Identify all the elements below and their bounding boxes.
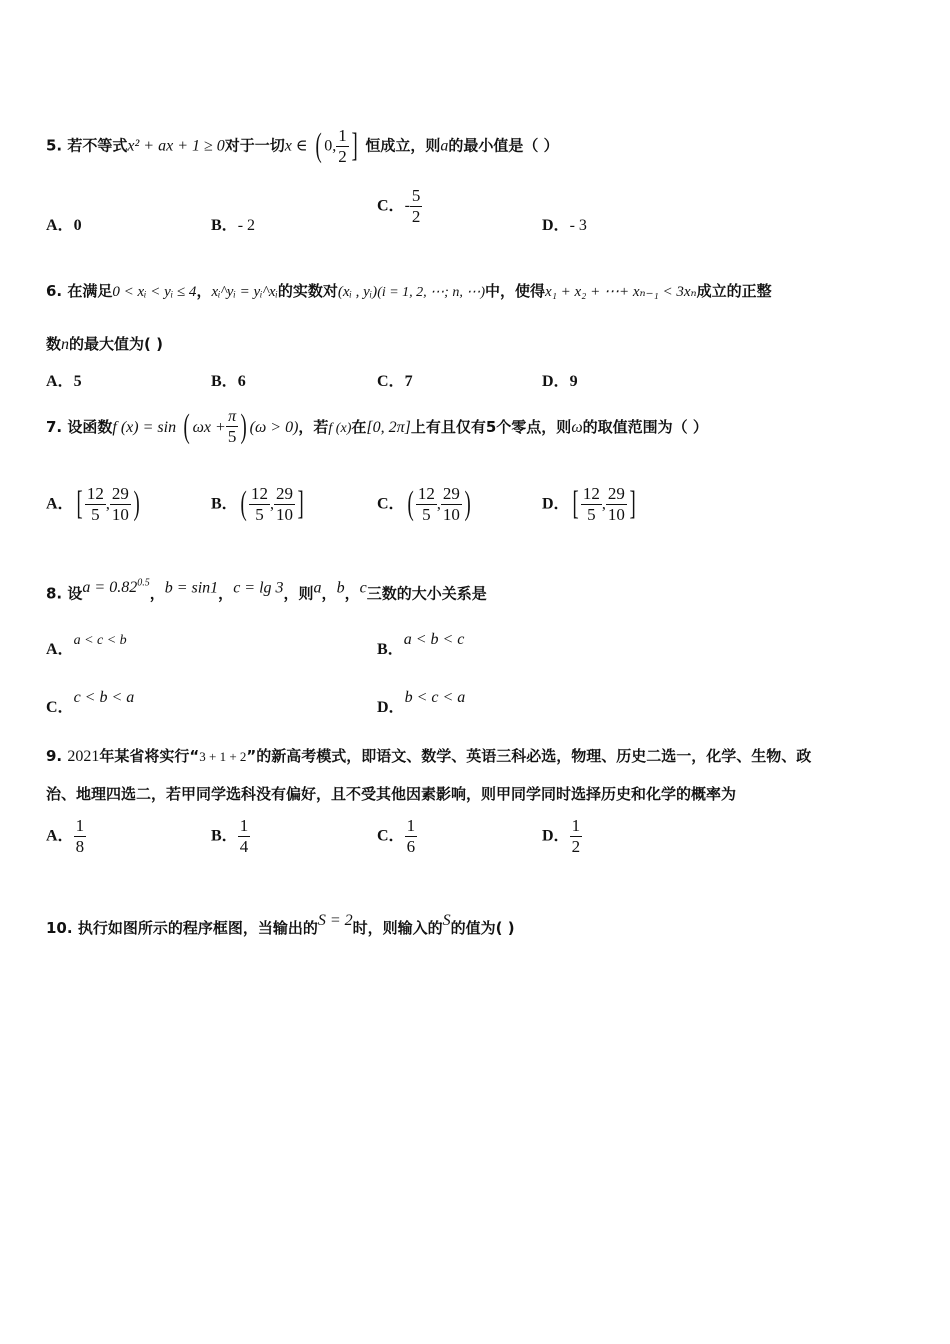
option-c: C．c < b < a bbox=[46, 689, 135, 716]
fraction: $\frac{1}{6}$ bbox=[406, 816, 416, 856]
fraction: $\frac{29}{10}$ bbox=[607, 484, 625, 524]
option-a: A．[ $\frac{12}{5}$ , $\frac{29}{10}$ ) bbox=[46, 484, 140, 524]
fraction: $\frac{1}{8}$ bbox=[75, 816, 85, 856]
question-9-cont: 治、地理四选二，若甲同学选科没有偏好，且不受其他因素影响，则甲同学同时选择历史和化学的概率为 bbox=[46, 785, 737, 803]
option-d: D．[ $\frac{12}{5}$ , $\frac{29}{10}$ ] bbox=[542, 484, 636, 524]
fraction: $\frac{12}{5}$ bbox=[86, 484, 104, 524]
question-number: 6. bbox=[46, 282, 63, 300]
question-7: 7. 设函数f (x) = sin ( ωx + $\frac{\pi}{5}$ ) (ω > 0)，若f (x)在[0, 2π]上有且仅有5个零点，则ω的取值范围为（ ） bbox=[46, 408, 708, 447]
fraction: $\frac{29}{10}$ bbox=[442, 484, 460, 524]
option-a: A．0 bbox=[46, 217, 82, 234]
question-number: 10. bbox=[46, 919, 73, 937]
option-d: D．b < c < a bbox=[377, 689, 466, 716]
question-6-cont: 数n的最大值为( ) bbox=[46, 335, 163, 353]
option-c: C．7 bbox=[377, 373, 413, 390]
fraction: $\frac{29}{10}$ bbox=[111, 484, 129, 524]
option-b: B．a < b < c bbox=[377, 631, 465, 658]
option-c: C． $\frac{1}{6}$ bbox=[377, 816, 416, 856]
fraction: $\frac{1}{2}$ bbox=[571, 816, 581, 856]
option-b: B．( $\frac{12}{5}$ , $\frac{29}{10}$ ] bbox=[211, 484, 304, 524]
fraction: $\frac{\pi}{5}$ bbox=[227, 408, 237, 447]
question-number: 9. bbox=[46, 747, 63, 765]
option-a: A．5 bbox=[46, 373, 82, 390]
question-9: 9. 2021年某省将实行“3 + 1 + 2”的新高考模式，即语文、数学、英语三科必选，物理、历史二选一，化学、生物、政 bbox=[46, 747, 812, 765]
option-a: A． $\frac{1}{8}$ bbox=[46, 816, 85, 856]
question-number: 5. bbox=[46, 136, 63, 155]
option-c: C．- $\frac{5}{2}$ bbox=[377, 186, 421, 226]
math-inequality: x² + ax + 1 ≥ 0 bbox=[127, 137, 225, 155]
fraction: $\frac{1}{2}$ bbox=[338, 126, 347, 166]
question-10: 10. 执行如图所示的程序框图，当输出的S = 2时，则输入的S的值为( ) bbox=[46, 912, 515, 937]
option-a: A．a < c < b bbox=[46, 633, 127, 658]
option-b: B．6 bbox=[211, 373, 246, 390]
fraction: $\frac{29}{10}$ bbox=[276, 484, 294, 524]
question-8: 8. 设$a = 0.82^{0.5}$，b = sin1，c = lg 3，则a，b，c三数的大小关系是 bbox=[46, 578, 487, 603]
question-5: 5. 若不等式x² + ax + 1 ≥ 0对于一切x ∈ ( 0, $\frac{1}{2}$ ] 恒成立，则a的最小值是（ ） bbox=[46, 126, 559, 166]
fraction: $\frac{5}{2}$ bbox=[411, 186, 421, 226]
fraction: $\frac{1}{4}$ bbox=[239, 816, 249, 856]
option-d: D．9 bbox=[542, 373, 578, 390]
option-b: B．- 2 bbox=[211, 217, 256, 234]
question-number: 7. bbox=[46, 417, 63, 436]
question-6: 6. 在满足0 < xᵢ < yᵢ ≤ 4，xᵢ^yᵢ = yᵢ^xᵢ的实数对(xᵢ , yᵢ)(i = 1, 2, ⋯; n, ⋯)中，使得x₁ + x₂ + ⋯+ xₙ₋₁ < 3xₙ成立的正整 bbox=[46, 282, 772, 300]
option-b: B． $\frac{1}{4}$ bbox=[211, 816, 249, 856]
fraction: $\frac{12}{5}$ bbox=[582, 484, 600, 524]
option-d: D．- 3 bbox=[542, 217, 587, 234]
option-c: C．( $\frac{12}{5}$ , $\frac{29}{10}$ ) bbox=[377, 484, 471, 524]
fraction: $\frac{12}{5}$ bbox=[417, 484, 435, 524]
question-number: 8. bbox=[46, 584, 63, 603]
option-d: D． $\frac{1}{2}$ bbox=[542, 816, 581, 856]
fraction: $\frac{12}{5}$ bbox=[251, 484, 269, 524]
